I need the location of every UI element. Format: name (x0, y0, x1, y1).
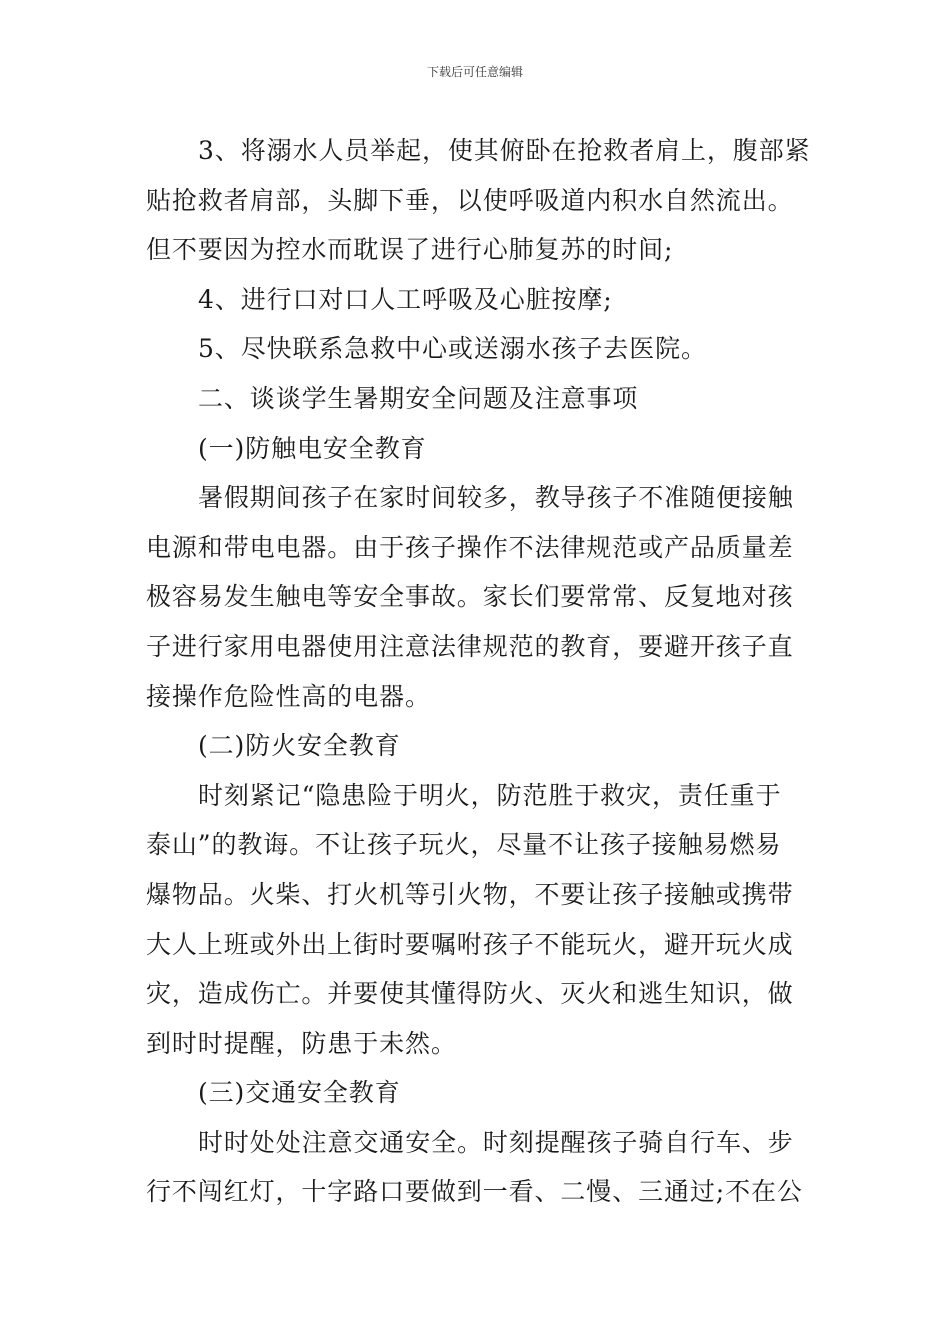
paragraph-line: 大人上班或外出上街时要嘱咐孩子不能玩火，避开玩火成 (146, 929, 794, 959)
subsection-heading: (三)交通安全教育 (198, 1078, 401, 1108)
paragraph-line: 灾，造成伤亡。并要使其懂得防火、灭火和逃生知识，做 (146, 979, 794, 1009)
paragraph-line: 但不要因为控水而耽误了进行心肺复苏的时间; (146, 235, 674, 265)
document-body (146, 126, 811, 1217)
paragraph-line: 爆物品。火柴、打火机等引火物，不要让孩子接触或携带 (146, 879, 794, 909)
paragraph-line: 4、进行口对口人工呼吸及心脏按摩; (198, 284, 613, 314)
paragraph-line: 子进行家用电器使用注意法律规范的教育，要避开孩子直 (146, 631, 794, 661)
subsection-heading: (二)防火安全教育 (198, 731, 401, 761)
paragraph-line: 极容易发生触电等安全事故。家长们要常常、反复地对孩 (146, 582, 794, 612)
paragraph-line: 行不闯红灯，十字路口要做到一看、二慢、三通过;不在公 (146, 1177, 803, 1207)
paragraph-line: 接操作危险性高的电器。 (146, 681, 431, 711)
paragraph-line: 到时时提醒，防患于未然。 (146, 1028, 457, 1058)
paragraph-line: 暑假期间孩子在家时间较多，教导孩子不准随便接触 (198, 483, 794, 513)
paragraph-line: 3、将溺水人员举起，使其俯卧在抢救者肩上，腹部紧 (198, 136, 811, 165)
paragraph-line: 贴抢救者肩部，头脚下垂，以使呼吸道内积水自然流出。 (146, 185, 794, 215)
paragraph-line: 时刻紧记“隐患险于明火，防范胜于救灾，责任重于 (198, 780, 782, 810)
section-heading: 二、谈谈学生暑期安全问题及注意事项 (198, 383, 639, 413)
page-header: 下载后可任意编辑 (426, 65, 523, 79)
paragraph-line: 泰山”的教诲。不让孩子玩火，尽量不让孩子接触易燃易 (146, 830, 782, 860)
paragraph-line: 电源和带电电器。由于孩子操作不法律规范或产品质量差 (146, 532, 794, 562)
paragraph-line: 5、尽快联系急救中心或送溺水孩子去医院。 (198, 334, 707, 364)
paragraph-line: 时时处处注意交通安全。时刻提醒孩子骑自行车、步 (198, 1127, 794, 1157)
subsection-heading: (一)防触电安全教育 (198, 433, 427, 463)
